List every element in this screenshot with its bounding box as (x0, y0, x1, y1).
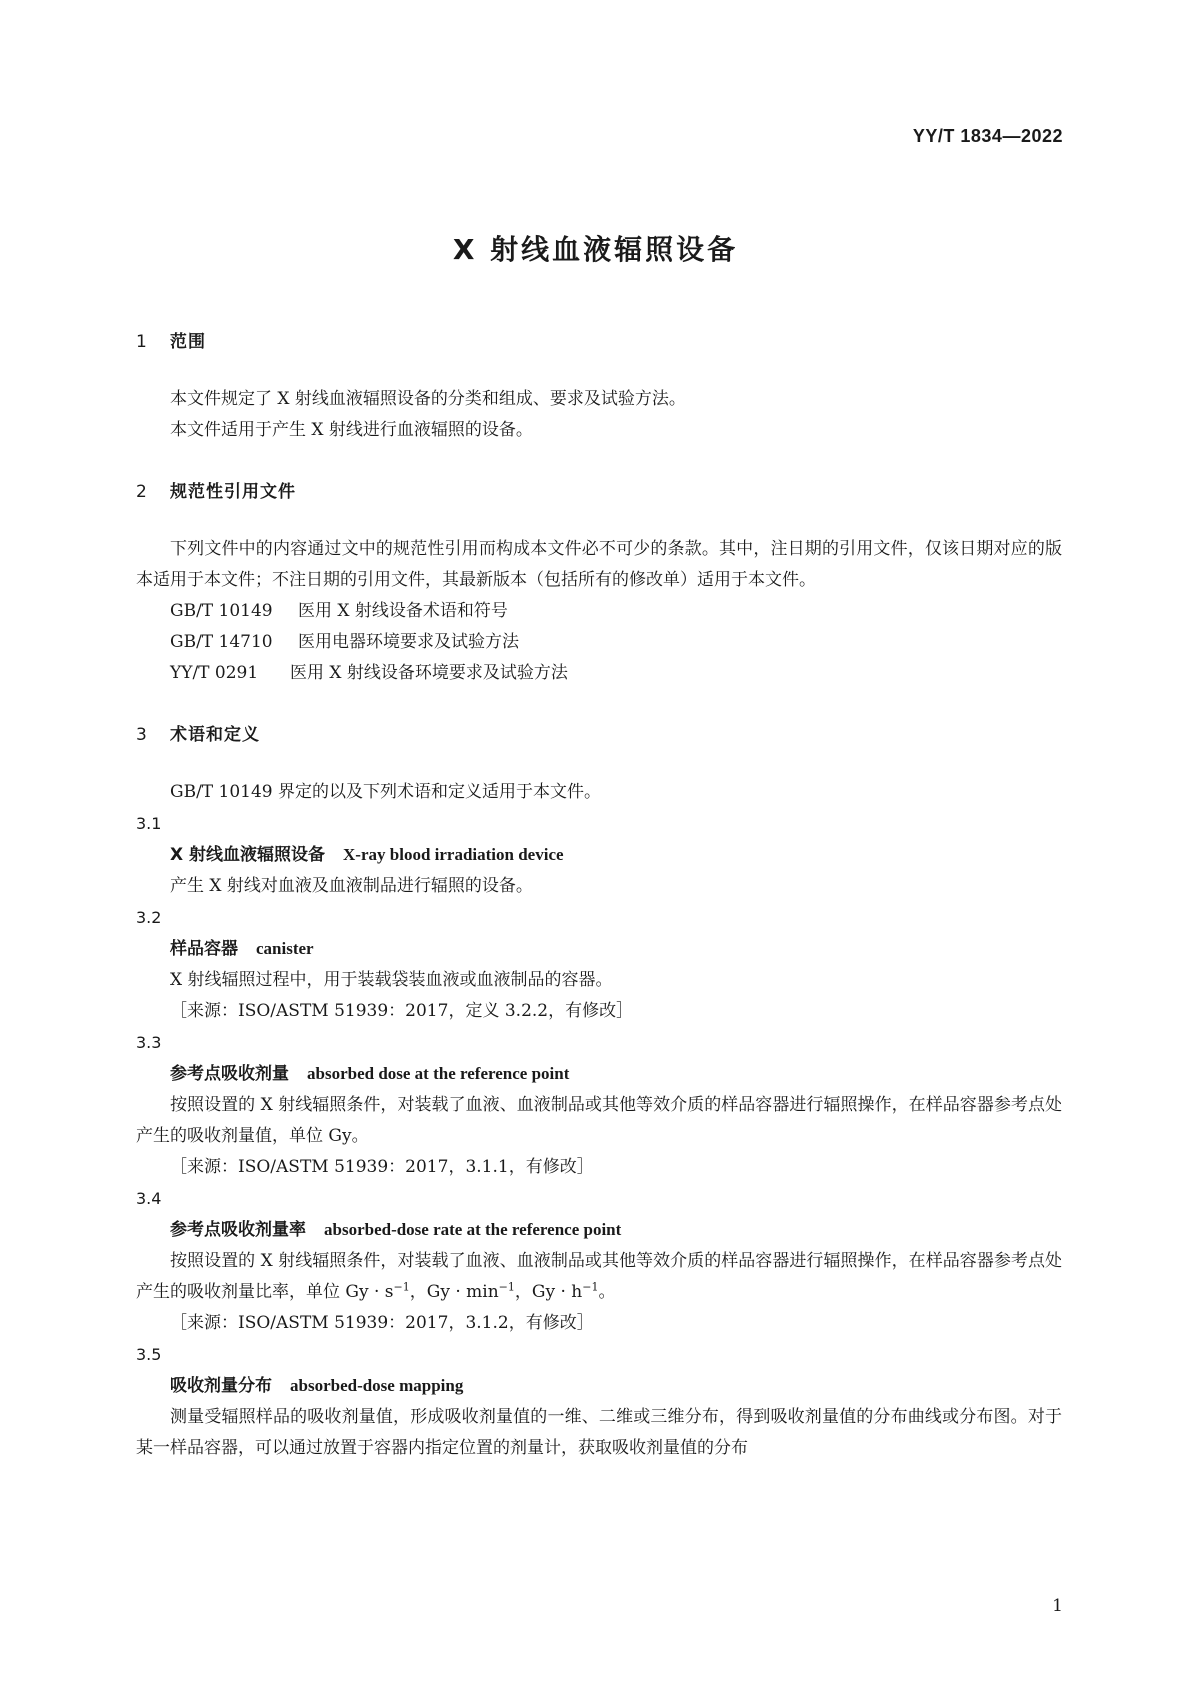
term-number: 3.2 (136, 908, 162, 927)
term-definition: 测量受辐照样品的吸收剂量值，形成吸收剂量值的一维、二维或三维分布，得到吸收剂量值的分布曲线或分布图。对于某一样品容器，可以通过放置于容器内指定位置的剂量计，获取吸收剂量值的分布 (136, 1407, 1062, 1458)
document-body (136, 330, 1062, 1464)
term-number: 3.1 (136, 814, 162, 833)
term-source: ［来源：ISO/ASTM 51939：2017，定义 3.2.2，有修改］ (170, 1001, 634, 1021)
term-definition: 按照设置的 X 射线辐照条件，对装载了血液、血液制品或其他等效介质的样品容器进行辐照操作，在样品容器参考点处产生的吸收剂量值，单位 Gy。 (136, 1095, 1062, 1146)
term-definition: 产生 X 射线对血液及血液制品进行辐照的设备。 (170, 876, 533, 896)
term-entry: 吸收剂量分布 absorbed-dose mapping (170, 1376, 464, 1396)
reference-item: GB/T 10149 医用 X 射线设备术语和符号 (170, 601, 508, 621)
document-title: X 射线血液辐照设备 (452, 233, 739, 266)
term-number: 3.3 (136, 1033, 162, 1052)
term-number: 3.4 (136, 1189, 162, 1208)
reference-item: GB/T 14710 医用电器环境要求及试验方法 (170, 632, 519, 652)
term-source: ［来源：ISO/ASTM 51939：2017，3.1.1，有修改］ (170, 1157, 594, 1177)
page-number: 1 (1052, 1596, 1063, 1616)
standard-code: YY/T 1834—2022 (912, 126, 1063, 146)
term-entry: 参考点吸收剂量率 absorbed-dose rate at the reference point (170, 1220, 622, 1240)
paragraph: GB/T 10149 界定的以及下列术语和定义适用于本文件。 (170, 782, 602, 802)
term-entry: 参考点吸收剂量 absorbed dose at the reference point (170, 1064, 570, 1084)
section-heading-normative-references: 2 规范性引用文件 (136, 482, 296, 502)
term-source: ［来源：ISO/ASTM 51939：2017，3.1.2，有修改］ (170, 1313, 594, 1333)
term-entry: 样品容器 canister (170, 939, 314, 959)
term-definition: X 射线辐照过程中，用于装载袋装血液或血液制品的容器。 (170, 970, 613, 990)
section-heading-scope: 1 范围 (136, 332, 206, 352)
paragraph: 本文件适用于产生 X 射线进行血液辐照的设备。 (170, 420, 533, 440)
term-definition: 按照设置的 X 射线辐照条件，对装载了血液、血液制品或其他等效介质的样品容器进行辐照操作，在样品容器参考点处产生的吸收剂量比率，单位 $Gy \cdot s^{-1}$，$Gy \cdot \min^{-1}$，$Gy \cdot h^{-1}$。 (136, 1251, 1062, 1302)
section-heading-terms: 3 术语和定义 (136, 725, 260, 745)
paragraph: 下列文件中的内容通过文中的规范性引用而构成本文件必不可少的条款。其中，注日期的引用文件，仅该日期对应的版本适用于本文件；不注日期的引用文件，其最新版本（包括所有的修改单）适用于本文件。 (136, 539, 1062, 590)
paragraph: 本文件规定了 X 射线血液辐照设备的分类和组成、要求及试验方法。 (170, 389, 686, 409)
term-number: 3.5 (136, 1345, 162, 1364)
term-entry: X 射线血液辐照设备 X-ray blood irradiation device (170, 845, 564, 865)
reference-item: YY/T 0291 医用 X 射线设备环境要求及试验方法 (170, 663, 568, 683)
